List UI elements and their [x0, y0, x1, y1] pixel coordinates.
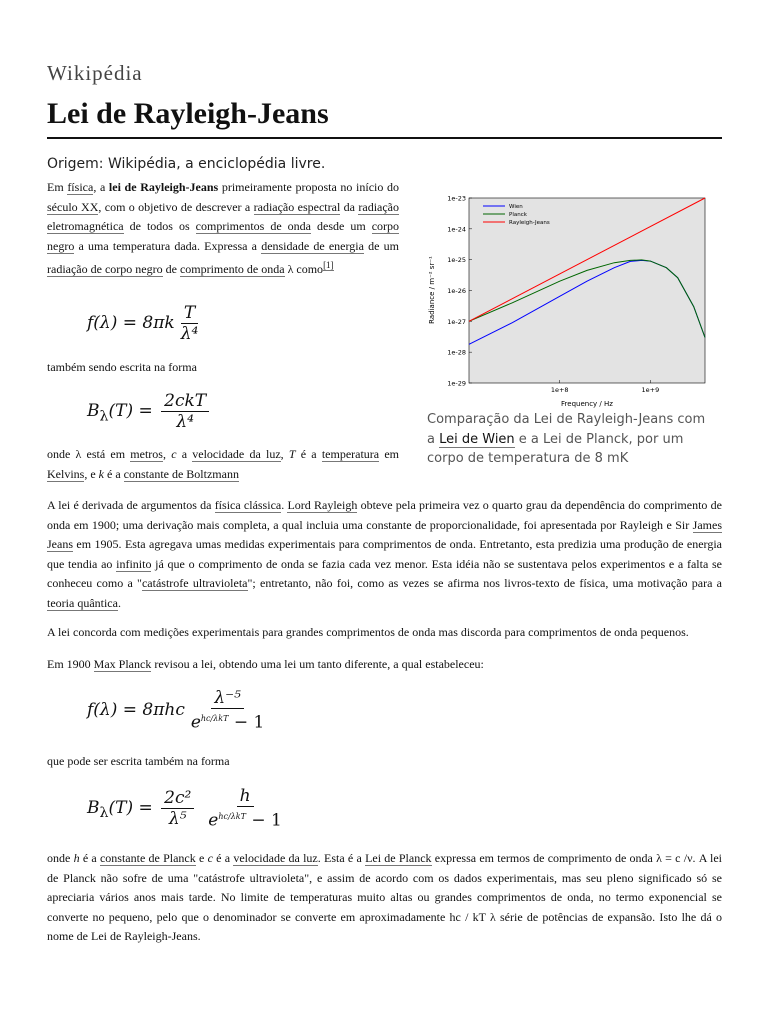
- page-title: Lei de Rayleigh-Jeans: [47, 97, 329, 130]
- x-axis-label: Frequency / Hz: [561, 400, 613, 408]
- link-constante-boltzmann[interactable]: constante de Boltzmann: [123, 466, 239, 481]
- link-velocidade-da-luz[interactable]: velocidade da luz: [192, 447, 281, 461]
- y-axis-label: Radiance / m⁻² sr⁻¹: [428, 256, 436, 324]
- y-tick-label: 1e-28: [447, 348, 466, 357]
- paragraph-planck-intro: Em 1900 Max Planck revisou a lei, obtendo uma lei um tanto diferente, a qual estabeleceu:: [47, 657, 484, 671]
- link-comprimentos-de-onda[interactable]: comprimentos de onda: [195, 219, 311, 233]
- legend-entry: Wien: [509, 204, 523, 210]
- y-tick-label: 1e-25: [447, 256, 466, 265]
- link-infinito[interactable]: infinito: [116, 556, 152, 571]
- reference-1[interactable]: [1]: [323, 260, 334, 270]
- link-teoria-quantica[interactable]: teoria quântica: [47, 595, 118, 610]
- legend-entry: Rayleigh-Jeans: [509, 220, 550, 226]
- link-radiacao-corpo-negro[interactable]: radiação de corpo negro: [47, 262, 163, 276]
- plot-area: [469, 198, 705, 383]
- y-tick-label: 1e-23: [447, 194, 466, 203]
- link-metros[interactable]: metros: [130, 447, 163, 461]
- text-escrita-forma-2: que pode ser escrita também na forma: [47, 754, 230, 768]
- paragraph-lei-de-planck: onde h é a constante de Planck e c é a velocidade da luz. Esta é a Lei de Planck expressa em termos de comprimento de onda λ = c /ν. A lei de Planck não sofre de uma "catástrofe ultravioleta", e assim de acordo com os dados experimentais, mas seu pleno significado só se apreciaria vários anos mais tarde. No limite de temperaturas muito altas ou grandes comprimentos de onda, no termo exponencial se converte no pequeno, pelo que o denominador se converte em aproximadamente hc / kT λ série de potências de expansão. Isto lhe dá o nome de Lei de Rayleigh-Jeans.: [47, 851, 722, 943]
- x-tick-label: 1e+9: [641, 386, 660, 394]
- link-comprimento-de-onda[interactable]: comprimento de onda: [179, 262, 285, 276]
- radiance-chart: [425, 188, 715, 408]
- link-velocidade-da-luz-2[interactable]: velocidade da luz: [233, 851, 318, 865]
- wikipedia-logo[interactable]: Wikipédia: [47, 61, 143, 85]
- y-tick-label: 1e-26: [447, 287, 466, 295]
- y-tick-label: 1e-24: [447, 225, 466, 234]
- paragraph-concorda: A lei concorda com medições experimentais para grandes comprimentos de onda mas discorda para comprimentos de onda pequenos.: [47, 625, 689, 639]
- link-radiacao-eletromagnetica[interactable]: radiação eletromagnética: [47, 199, 400, 233]
- link-max-planck[interactable]: Max Planck: [93, 657, 152, 671]
- paragraph-derivacao: A lei é derivada de argumentos da física clássica. Lord Rayleigh obteve pela primeira vez o quarto grau da dependência do comprimento de onda em 1900; uma derivação mais completa, a qual incluia uma constante de proporcionalidade, foi apresentada por Rayleigh e Sir James Jeans em 1905. Esta agregava umas medidas experimentais para comprimentos de onda. Entretanto, esta predizia uma produção de energia que tendia ao infinito já que o comprimento de onda se fazia cada vez menor. Esta idéia não se sustentava pelos experimentos e a falta se conheceu como a "catástrofe ultravioleta"; entretanto, não foi, como as vezes se afirma nos livros-texto de física, uma motivação para a teoria quântica.: [47, 498, 723, 610]
- link-temperatura[interactable]: temperatura: [321, 447, 380, 461]
- text-escrita-forma: também sendo escrita na forma: [47, 360, 197, 374]
- link-seculo-xx[interactable]: século XX: [47, 199, 99, 214]
- y-tick-label: 1e-27: [447, 317, 466, 326]
- formula-planck-f: f(λ) = 8πhc $\frac{\text{λ⁻⁵}}{e^{hc/\lambda kT} - 1}$: [87, 688, 265, 733]
- link-catastrofe-ultravioleta[interactable]: catástrofe ultravioleta: [141, 576, 248, 590]
- link-constante-de-planck[interactable]: constante de Planck: [99, 851, 196, 865]
- link-radiacao-espectral[interactable]: radiação espectral: [253, 199, 341, 214]
- onde-paragraph: onde λ está em metros, c a velocidade da luz, T é a temperatura em Kelvins, e k é a constante de Boltzmann: [47, 447, 400, 481]
- link-densidade-de-energia[interactable]: densidade de energia: [261, 238, 364, 253]
- link-lei-de-wien[interactable]: Lei de Wien: [439, 431, 515, 447]
- x-tick-label: 1e+8: [550, 386, 569, 394]
- legend-entry: Planck: [509, 212, 527, 218]
- link-corpo-negro[interactable]: corpo negro: [47, 219, 400, 253]
- formula-rayleigh-jeans: f(λ) = 8πk $\frac{T}{\text{λ⁴}}$: [87, 303, 199, 344]
- link-kelvins[interactable]: Kelvins: [47, 466, 85, 481]
- formula-planck-b: $B_\lambda(T)$ = $\frac{\text{2c²}}{\text{λ⁵}}$ $\frac{h}{e^{hc/\lambda kT} - 1}$: [87, 786, 282, 831]
- figure-caption: Comparação da Lei de Rayleigh-Jeans com a Lei de Wien e a Lei de Planck, por um corpo de temperatura de 8 mK: [427, 412, 706, 466]
- y-tick-label: 1e-29: [447, 379, 466, 388]
- link-lei-de-planck[interactable]: Lei de Planck: [365, 851, 432, 865]
- formula-b-lambda: $B_\lambda(T)$ = $\frac{\text{2ckT}}{\text{λ⁴}}$: [87, 391, 212, 432]
- link-lord-rayleigh[interactable]: Lord Rayleigh: [287, 498, 358, 512]
- origin-note: Origem: Wikipédia, a enciclopédia livre.: [47, 156, 326, 172]
- link-fisica[interactable]: física: [67, 180, 94, 194]
- title-divider: [47, 137, 722, 139]
- intro-paragraph: Em física, a lei de Rayleigh-Jeans primeiramente proposta no início do século XX, com o objetivo de descrever a radiação espectral da radiação eletromagnética de todos os comprimentos de onda desde um corpo negro a uma temperatura dada. Expressa a densidade de energia de um radiação de corpo negro de comprimento de onda λ como[1]: [47, 180, 400, 276]
- link-fisica-classica[interactable]: física clássica: [214, 498, 282, 512]
- link-james-jeans[interactable]: James Jeans: [47, 517, 722, 551]
